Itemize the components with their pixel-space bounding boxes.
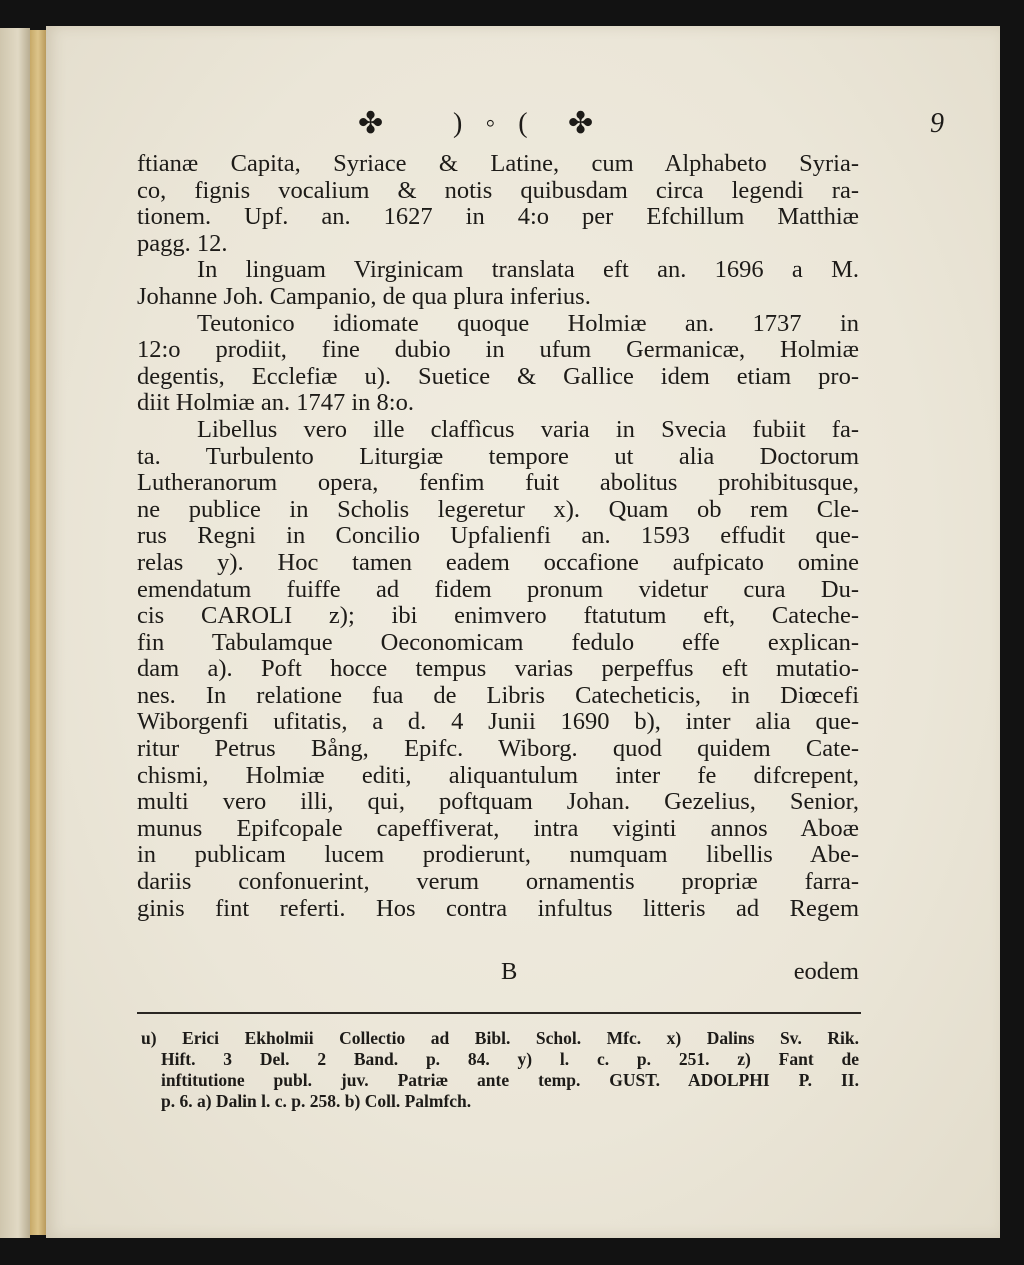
- text-line: ritur Petrus Bång, Epifc. Wiborg. quod quidem Cate-: [137, 736, 859, 763]
- text-line: chismi, Holmiæ editi, aliquantulum inter fe difcrepent,: [137, 762, 859, 789]
- text-line: co, fignis vocalium & notis quibusdam circa legendi ra-: [137, 177, 859, 204]
- text-line: Wiborgenfi ufitatis, a d. 4 Junii 1690 b), inter alia que-: [137, 709, 859, 736]
- text-line: relas y). Hoc tamen eadem occafione aufpicato omine: [137, 549, 859, 576]
- text-line: in publicam lucem prodierunt, numquam libellis Abe-: [137, 842, 859, 869]
- text-line: degentis, Ecclefiæ u). Suetice & Gallice idem etiam pro-: [137, 363, 859, 390]
- text-line: cis CAROLI z); ibi enimvero ftatutum eft, Cateche-: [137, 603, 859, 630]
- footnote-line: p. 6. a) Dalin l. c. p. 258. b) Coll. Palmfch.: [161, 1091, 472, 1111]
- text-line: Lutheranorum opera, fenfim fuit abolitus prohibitusque,: [137, 470, 859, 497]
- text-line: nes. In relatione fua de Libris Catecheticis, in Diœcefi: [137, 682, 859, 709]
- text-line: ftianæ Capita, Syriace & Latine, cum Alphabeto Syria-: [137, 151, 859, 177]
- running-header: [358, 104, 944, 144]
- body-text: [137, 151, 859, 922]
- page-number: 9: [930, 108, 944, 139]
- text-line: diit Holmiæ an. 1747 in 8:o.: [137, 390, 414, 417]
- text-line: fin Tabulamque Oeconomicam fedulo effe explican-: [137, 629, 859, 656]
- text-line: Libellus vero ille claffìcus varia in Svecia fubiit fa-: [197, 416, 859, 443]
- book-page: [46, 26, 1000, 1238]
- footnote-rule: [137, 1012, 861, 1014]
- text-line: rus Regni in Concilio Upfalienfi an. 1593 effudit que-: [137, 523, 859, 550]
- text-line: ne publice in Scholis legeretur x). Quam ob rem Cle-: [137, 496, 859, 523]
- signature-mark: B: [501, 958, 518, 985]
- text-line: Teutonico idiomate quoque Holmiæ an. 1737 in: [197, 310, 859, 337]
- text-line: Johanne Joh. Campanio, de qua plura inferius.: [137, 283, 591, 310]
- text-line: ta. Turbulento Liturgiæ tempore ut alia Doctorum: [137, 443, 859, 470]
- footnote-line: inftitutione publ. juv. Patriæ ante temp. GUST. ADOLPHI P. II.: [161, 1070, 859, 1090]
- header-ornament-center: ) ◦ (: [453, 108, 536, 139]
- text-line: munus Epifcopale capeffiverat, intra viginti annos Aboæ: [137, 815, 859, 842]
- text-line: 12:o prodiit, fine dubio in ufum Germanicæ, Holmiæ: [137, 337, 859, 364]
- signature-line: [137, 958, 859, 986]
- text-line: pagg. 12.: [137, 230, 228, 257]
- text-line: ginis fint referti. Hos contra infultus litteris ad Regem: [137, 895, 859, 922]
- text-line: multi vero illi, qui, poftquam Johan. Gezelius, Senior,: [137, 789, 859, 816]
- text-line: In linguam Virginicam translata eft an. 1696 a M.: [197, 257, 859, 284]
- book-gutter: [30, 30, 46, 1235]
- facing-page-edge: [0, 28, 30, 1238]
- text-line: dariis confonuerint, verum ornamentis propriæ farra-: [137, 869, 859, 896]
- footnotes: [141, 1028, 859, 1112]
- text-line: tionem. Upf. an. 1627 in 4:o per Efchillum Matthiæ: [137, 204, 859, 231]
- text-line: emendatum fuiffe ad fidem pronum videtur cura Du-: [137, 576, 859, 603]
- fleuron-right-icon: ✤: [568, 107, 594, 140]
- footnote-line: u) Erici Ekholmii Collectio ad Bibl. Schol. Mfc. x) Dalins Sv. Rik.: [141, 1028, 859, 1048]
- fleuron-left-icon: ✤: [358, 107, 384, 140]
- text-line: dam a). Poft hocce tempus varias perpeffus eft mutatio-: [137, 656, 859, 683]
- footnote-line: Hift. 3 Del. 2 Band. p. 84. y) l. c. p. 251. z) Fant de: [161, 1049, 859, 1069]
- catchword: eodem: [793, 958, 859, 985]
